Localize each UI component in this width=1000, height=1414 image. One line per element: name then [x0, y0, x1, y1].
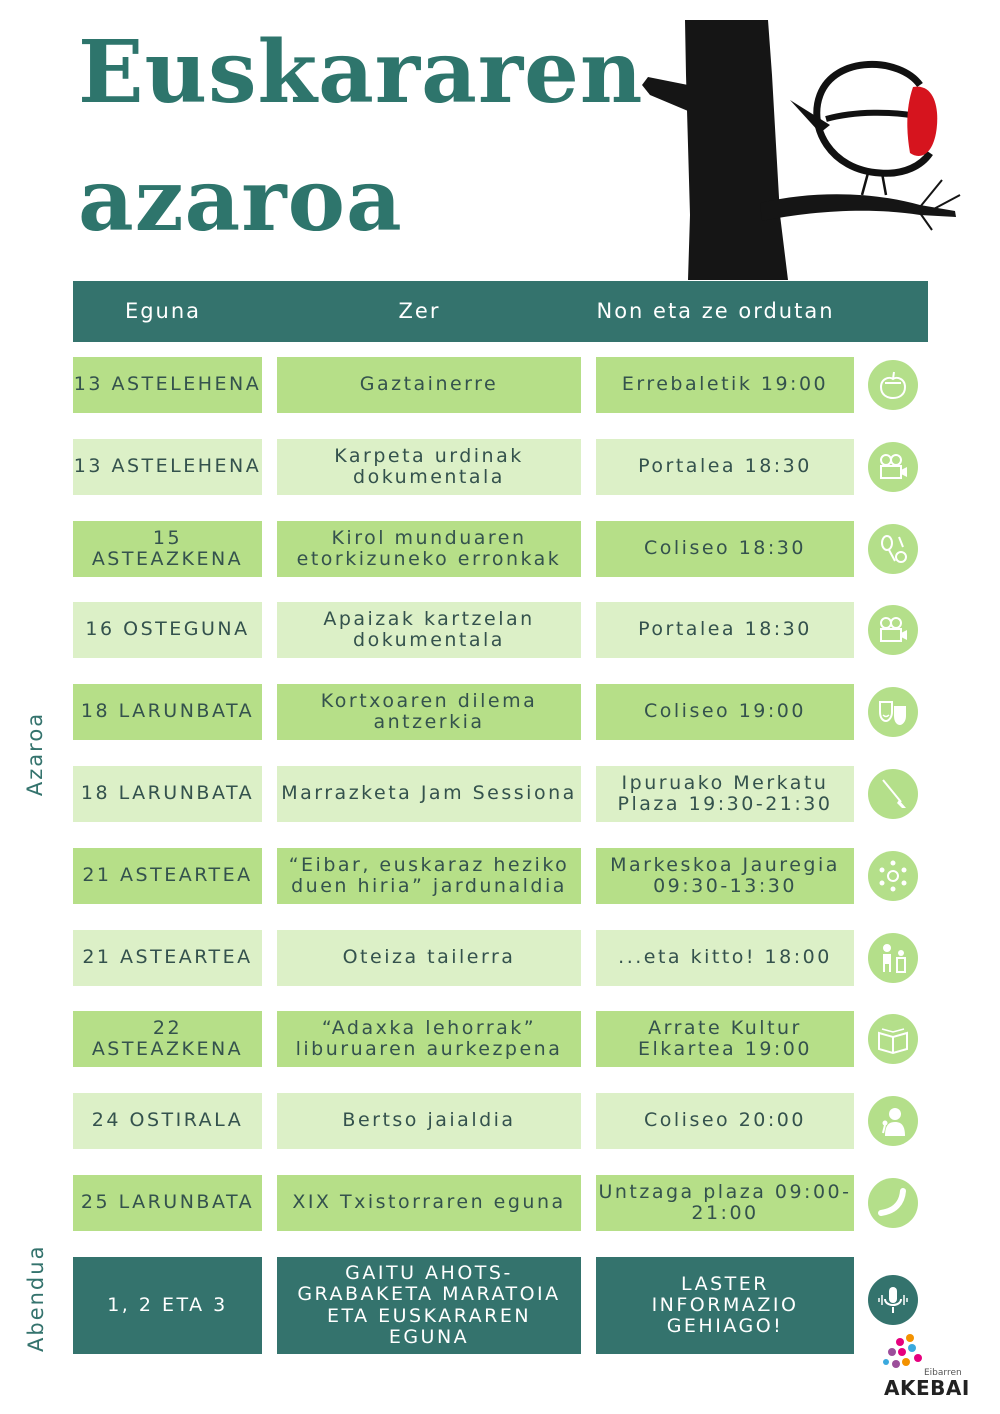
header-where-when: Non eta ze ordutan [596, 298, 835, 323]
row-1-what: Gaztainerre [277, 357, 581, 413]
row-10-day: 24 OSTIRALA [73, 1093, 262, 1149]
chestnut-icon [868, 360, 918, 410]
header-what: Zer [398, 298, 441, 323]
side-label-december: Abendua [24, 1244, 48, 1352]
paintbrush-icon [868, 769, 918, 819]
row-2-what: Karpeta urdinak dokumentala [277, 439, 581, 495]
row-11-where: Untzaga plaza 09:00-21:00 [596, 1175, 854, 1231]
row-1-day: 13 ASTELEHENA [73, 357, 262, 413]
row-4-what: Apaizak kartzelan dokumentala [277, 602, 581, 658]
row-11-day: 25 LARUNBATA [73, 1175, 262, 1231]
row-9-where: Arrate Kultur Elkartea 19:00 [596, 1011, 854, 1067]
row-4-day: 16 OSTEGUNA [73, 602, 262, 658]
community-icon [868, 851, 918, 901]
row-8-where: ...eta kitto! 18:00 [596, 930, 854, 986]
row-6-where: Ipuruako Merkatu Plaza 19:30-21:30 [596, 766, 854, 822]
row-3-what: Kirol munduaren etorkizuneko erronkak [277, 521, 581, 577]
book-icon [868, 1014, 918, 1064]
row-3-day: 15 ASTEAZKENA [73, 521, 262, 577]
sports-icon [868, 524, 918, 574]
row-6-what: Marrazketa Jam Sessiona [277, 766, 581, 822]
row-6-day: 18 LARUNBATA [73, 766, 262, 822]
row-1-where: Errebaletik 19:00 [596, 357, 854, 413]
logo-subtitle: Eibarren [924, 1368, 962, 1378]
row-11-what: XIX Txistorraren eguna [277, 1175, 581, 1231]
final-row-day: 1, 2 ETA 3 [73, 1257, 262, 1354]
row-10-where: Coliseo 20:00 [596, 1093, 854, 1149]
row-2-where: Portalea 18:30 [596, 439, 854, 495]
final-row-what: GAITU AHOTS-GRABAKETA MARATOIA ETA EUSKARAREN EGUNA [277, 1257, 581, 1354]
row-4-where: Portalea 18:30 [596, 602, 854, 658]
film-camera-icon [868, 442, 918, 492]
header-day: Eguna [124, 298, 202, 323]
final-row-where: LASTER INFORMAZIO GEHIAGO! [596, 1257, 854, 1354]
row-5-what: Kortxoaren dilema antzerkia [277, 684, 581, 740]
row-7-what: “Eibar, euskaraz heziko duen hiria” jardunaldia [277, 848, 581, 904]
side-label-november: Azaroa [23, 711, 47, 797]
tree-robin-illustration [630, 15, 970, 285]
theatre-masks-icon [868, 687, 918, 737]
row-9-day: 22 ASTEAZKENA [73, 1011, 262, 1067]
row-7-day: 21 ASTEARTEA [73, 848, 262, 904]
singer-icon [868, 1096, 918, 1146]
row-2-day: 13 ASTELEHENA [73, 439, 262, 495]
row-3-where: Coliseo 18:30 [596, 521, 854, 577]
row-5-where: Coliseo 19:00 [596, 684, 854, 740]
row-10-what: Bertso jaialdia [277, 1093, 581, 1149]
page-title-line-1: Euskararen [78, 22, 644, 123]
row-7-where: Markeskoa Jauregia 09:30-13:30 [596, 848, 854, 904]
page-title-line-2: azaroa [78, 150, 403, 251]
sausage-icon [868, 1178, 918, 1228]
logo-name: AKEBAI [884, 1376, 970, 1400]
row-8-day: 21 ASTEARTEA [73, 930, 262, 986]
row-9-what: “Adaxka lehorrak” liburuaren aurkezpena [277, 1011, 581, 1067]
row-8-what: Oteiza tailerra [277, 930, 581, 986]
sculptor-icon [868, 933, 918, 983]
row-5-day: 18 LARUNBATA [73, 684, 262, 740]
microphone-icon [868, 1275, 918, 1325]
film-camera-icon [868, 605, 918, 655]
table-header [73, 281, 928, 342]
